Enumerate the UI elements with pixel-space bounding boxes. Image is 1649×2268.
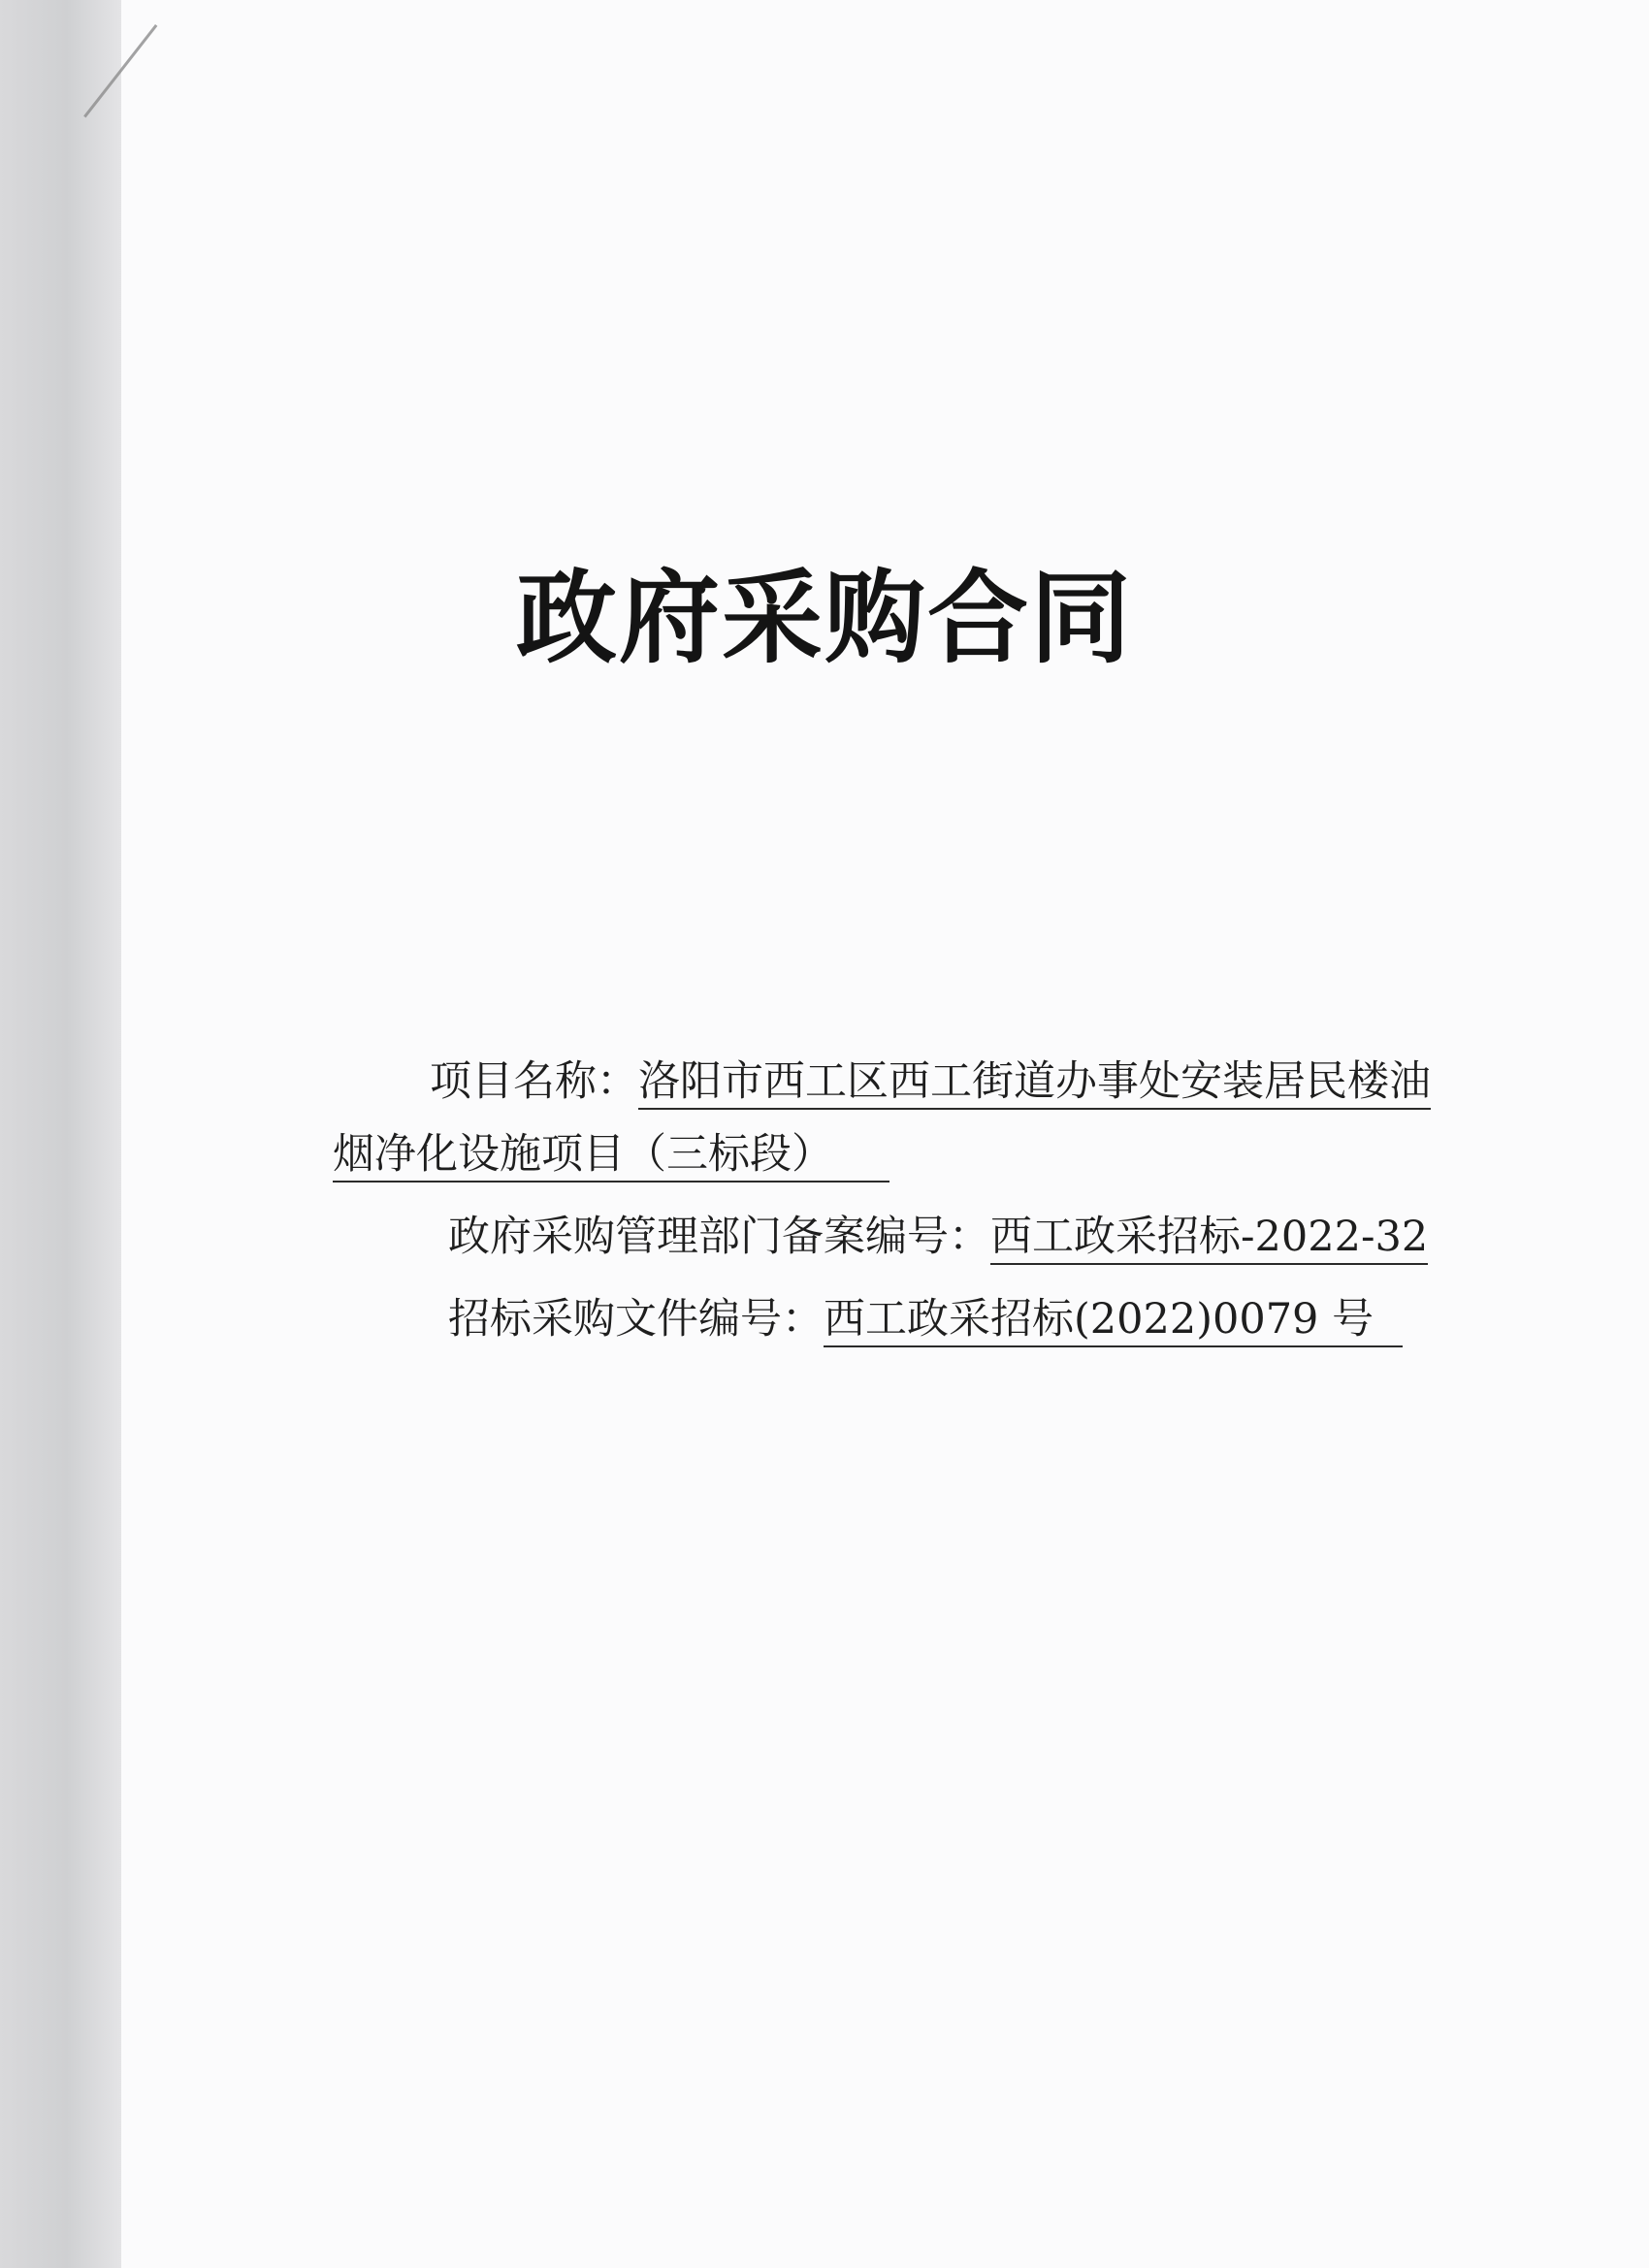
project-name-label: 项目名称： <box>430 1057 638 1106</box>
filing-number-label: 政府采购管理部门备案编号： <box>448 1213 990 1261</box>
project-name-line-1 <box>430 1053 1431 1111</box>
tender-doc-number-line <box>448 1290 1403 1348</box>
project-name-value-1: 洛阳市西工区西工街道办事处安装居民楼油 <box>638 1057 1431 1110</box>
scan-edge-shadow <box>0 0 121 2268</box>
document-title: 政府采购合同 <box>515 559 1133 677</box>
project-name-value-2: 烟净化设施项目（三标段） <box>333 1130 889 1183</box>
tender-doc-number-label: 招标采购文件编号： <box>448 1295 824 1344</box>
tender-doc-number-value: 西工政采招标(2022)0079 号 <box>824 1295 1403 1347</box>
filing-number-line <box>448 1208 1428 1266</box>
project-name-line-2 <box>333 1125 889 1183</box>
filing-number-value: 西工政采招标-2022-32 <box>990 1213 1428 1265</box>
